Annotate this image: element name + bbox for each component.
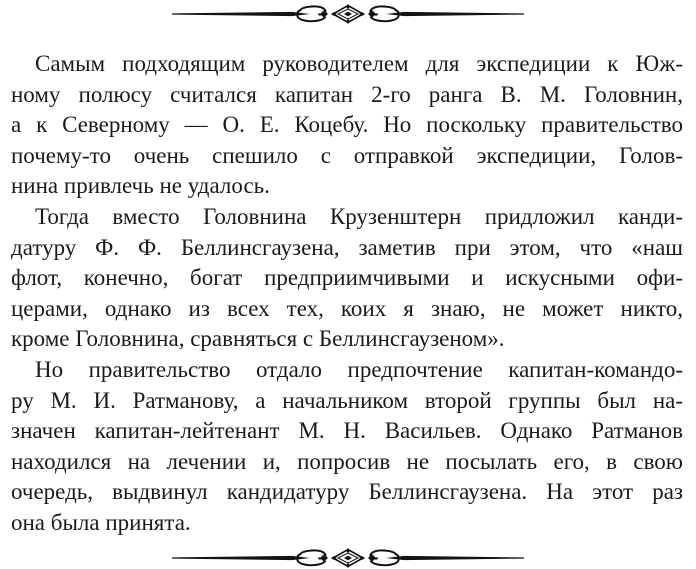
text-line: Тогда вместо Головнина Крузенштерн придложил канди- [35,203,683,229]
text-line: Самым подходящим руководителем для экспедиции к Юж- [35,51,683,76]
text-line: почему-то очень спешило с отправкой экспедиции, Голов- [11,142,683,168]
text-line: ру М. И. Ратманову, а начальником второй группы был на- [11,387,683,413]
text-line: церами, однако из всех тех, коих я знаю, не может никто, [11,295,683,321]
divider-flourish-icon [172,4,524,24]
paragraph-1 [11,49,683,202]
text-line: находился на лечении и, попросив не посылать его, в свою [11,448,683,474]
text-line: Но правительство отдало предпочтение капитан-командо- [35,356,683,382]
divider-flourish-icon [172,548,524,568]
text-line: а к Северному — О. Е. Коцебу. Но поскольку правительство [11,112,683,138]
text-line: кроме Головнина, сравняться с Беллинсгаузеном». [11,326,505,352]
page-text [11,49,683,539]
text-line: ному полюсу считался капитан 2-го ранга В. М. Головнин, [11,81,683,107]
text-line: датуру Ф. Ф. Беллинсгаузена, заметив при этом, что «наш [11,234,683,260]
text-line: значен капитан-лейтенант М. Н. Васильев. Однако Ратманов [11,418,683,444]
text-line: она была принята. [11,509,191,535]
bottom-divider-ornament [172,548,524,568]
text-line: нина привлечь не удалось. [11,173,270,199]
text-line: флот, конечно, богат предприимчивыми и искусными офи- [11,265,683,291]
paragraph-3 [11,355,683,539]
text-line: очередь, выдвинул кандидатуру Беллинсгаузена. На этот раз [11,479,683,505]
paragraph-2 [11,202,683,355]
top-divider-ornament [172,4,524,24]
